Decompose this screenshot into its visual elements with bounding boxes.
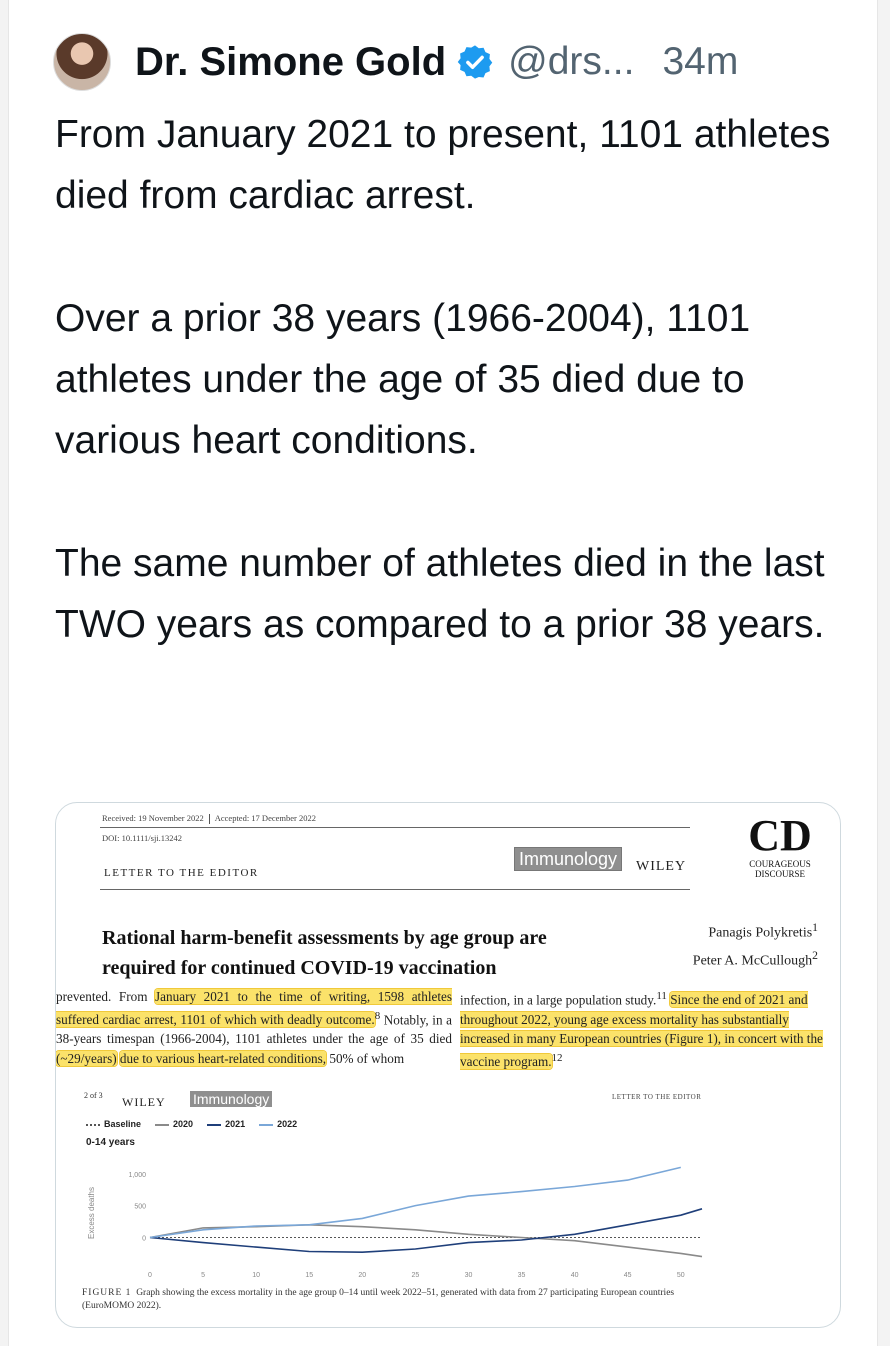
x-tick-label: 35 [517,1272,526,1279]
x-tick-label: 25 [411,1272,420,1279]
cd-logo-mark: CD [748,811,812,860]
series-line-2020 [150,1225,702,1257]
tweet-header [53,22,738,102]
figure-journal: Immunology [190,1091,272,1107]
figure-section: LETTER TO THE EDITOR [612,1093,702,1101]
legend-2022: 2022 [259,1119,297,1129]
verified-badge-icon [456,43,494,81]
publisher-logo: WILEY [636,859,687,874]
y-tick-label: 0 [142,1235,146,1243]
header-rule [100,827,690,828]
avatar[interactable] [53,33,111,91]
x-tick-label: 30 [464,1272,473,1279]
legend-2020: 2020 [155,1119,193,1129]
received-date: Received: 19 November 2022 [102,813,204,823]
x-tick-label: 50 [676,1272,685,1279]
accepted-date: Accepted: 17 December 2022 [214,813,316,823]
chart-title: 0-14 years [86,1137,135,1148]
author-2: Peter A. McCullough [692,953,813,969]
figure-publisher: WILEY [122,1095,166,1109]
x-tick-label: 45 [623,1272,632,1279]
paper-doi: DOI: 10.1111/sji.13242 [102,833,183,843]
x-tick-label: 10 [252,1272,261,1279]
paper-authors: Panagis Polykretis$^1$ Peter A. McCullough$^2$ [692,921,818,969]
paper-title: Rational harm-benefit assessments by age group are required for continued COVID-19 vaccination [102,927,547,979]
highlight: Since the end of 2021 and throughout 2022, young age excess mortality has substantially increased in many European countries (Figure 1), in concert with the vaccine program. [460,992,823,1070]
paper-dates [102,813,316,824]
x-tick-label: 5 [201,1272,206,1279]
x-tick-label: 40 [570,1272,579,1279]
courageous-discourse-logo [740,813,820,879]
tweet-paragraph-1: From January 2021 to present, 1101 athletes died from cardiac arrest. [55,113,831,217]
tweet-paragraph-2: Over a prior 38 years (1966-2004), 1101 athletes under the age of 35 died due to various heart conditions. [55,297,751,462]
tweet-text [55,104,855,655]
y-axis-label: Excess deaths [87,1186,96,1240]
excess-mortality-chart [82,1153,712,1283]
tweet-card[interactable] [8,0,878,1346]
figure-caption: FIGURE 1 Graph showing the excess mortality in the age group 0–14 until week 2022–51, generated with data from 27 participating European countries (EuroMOMO 2022). [82,1288,675,1311]
chart-legend [86,1119,297,1129]
highlight: due to various heart-related conditions, [119,1050,327,1066]
paper-screenshot [56,803,840,1327]
cd-logo-line1: COURAGEOUS [749,859,811,869]
author-handle[interactable]: @drs... [508,40,635,83]
x-tick-label: 0 [148,1272,152,1279]
paper-section: LETTER TO THE EDITOR [104,867,259,879]
x-tick-label: 15 [305,1272,314,1279]
legend-baseline: Baseline [86,1119,141,1129]
y-tick-label: 1,000 [128,1171,146,1179]
tweet-paragraph-3: The same number of athletes died in the last TWO years as compared to a prior 38 years. [55,542,825,646]
author-name[interactable]: Dr. Simone Gold [135,39,447,84]
journal-logo: Immunology [514,847,622,871]
highlight: (~29/years) [56,1050,117,1066]
paper-right-column: infection, in a large population study.$^{11}$ Since the end of 2021 and throughout 2022, young age excess mortality has substantially increased in many European countries (Figure 1), in concert with the vaccine program.$^{12}$ [460,990,823,1070]
tweet-timestamp[interactable]: 34m [662,40,739,83]
y-tick-label: 500 [134,1203,146,1211]
author-1: Panagis Polykretis [708,925,813,941]
cd-logo-line2: DISCOURSE [754,869,805,879]
highlight: January 2021 to the time of writing, 1598 athletes suffered cardiac arrest, 1101 of which with deadly outcome. [56,989,452,1027]
section-rule [100,889,690,890]
x-tick-label: 20 [358,1272,367,1279]
paper-left-column: prevented. From January 2021 to the time of writing, 1598 athletes suffered cardiac arrest, 1101 of which with deadly outcome.$^8$ Notably, in a 38-years timespan (1966-2004), 1101 athletes under the age of 35 died (~29/years) due to various heart-related conditions, 50% of whom [56,989,452,1066]
tweet-media-image[interactable] [55,802,841,1328]
legend-2021: 2021 [207,1119,245,1129]
figure-page-number: 2 of 3 [84,1091,103,1100]
